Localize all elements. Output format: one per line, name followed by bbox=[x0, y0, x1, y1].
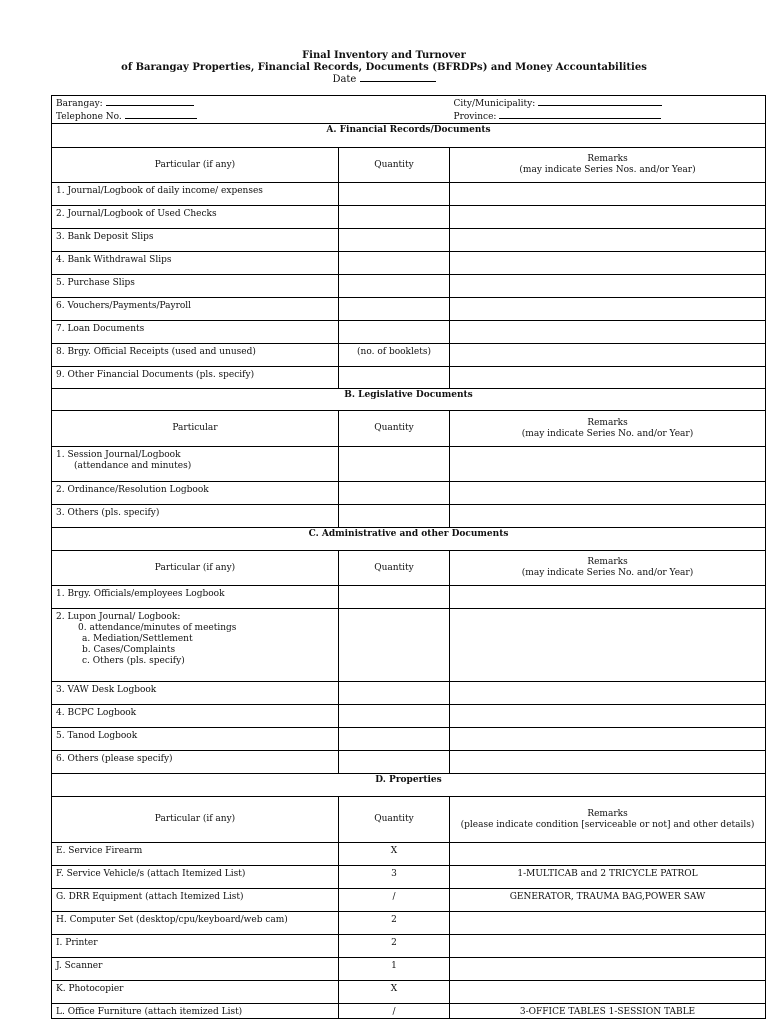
table-row bbox=[52, 866, 766, 889]
table-row bbox=[52, 229, 766, 252]
section-b-col-remarks bbox=[450, 411, 766, 447]
table-row bbox=[52, 275, 766, 298]
section-c-header-row bbox=[52, 551, 766, 586]
remarks-cell[interactable] bbox=[450, 912, 766, 935]
remarks-heading: Remarks bbox=[587, 808, 628, 819]
section-a-header-row bbox=[52, 148, 766, 183]
table-row bbox=[52, 912, 766, 935]
table-row bbox=[52, 447, 766, 482]
remarks-cell[interactable] bbox=[450, 728, 766, 751]
particular-subtext: (attendance and minutes) bbox=[74, 461, 192, 471]
section-d-rows bbox=[52, 843, 766, 1019]
remarks-cell[interactable]: 3-OFFICE TABLES 1-SESSION TABLE bbox=[450, 1004, 766, 1019]
remarks-cell[interactable] bbox=[450, 586, 766, 609]
quantity-cell[interactable] bbox=[339, 751, 450, 774]
quantity-cell[interactable] bbox=[339, 609, 450, 682]
particular-cell: G. DRR Equipment (attach Itemized List) bbox=[52, 889, 339, 912]
section-b-header-row bbox=[52, 411, 766, 447]
section-d-header-row bbox=[52, 797, 766, 843]
section-c-title: C. Administrative and other Documents bbox=[52, 528, 766, 551]
quantity-cell[interactable] bbox=[339, 586, 450, 609]
particular-cell: K. Photocopier bbox=[52, 981, 339, 1004]
particular-cell: 7. Loan Documents bbox=[52, 321, 339, 344]
remarks-cell[interactable] bbox=[450, 252, 766, 275]
remarks-cell[interactable]: GENERATOR, TRAUMA BAG,POWER SAW bbox=[450, 889, 766, 912]
section-a-title-row bbox=[52, 124, 766, 148]
quantity-cell[interactable] bbox=[339, 321, 450, 344]
quantity-cell[interactable] bbox=[339, 183, 450, 206]
section-d-col-particular: Particular (if any) bbox=[52, 797, 339, 843]
quantity-cell[interactable] bbox=[339, 275, 450, 298]
table-row bbox=[52, 981, 766, 1004]
particular-cell bbox=[52, 447, 339, 482]
particular-cell: 2. Journal/Logbook of Used Checks bbox=[52, 206, 339, 229]
section-d-title: D. Properties bbox=[52, 774, 766, 797]
table-row bbox=[52, 367, 766, 389]
quantity-cell[interactable]: 2 bbox=[339, 935, 450, 958]
remarks-cell[interactable] bbox=[450, 505, 766, 528]
remarks-cell[interactable] bbox=[450, 321, 766, 344]
section-b-title-row bbox=[52, 389, 766, 411]
particular-subtext: c. Others (pls. specify) bbox=[82, 656, 185, 666]
particular-cell: 3. Others (pls. specify) bbox=[52, 505, 339, 528]
quantity-cell[interactable]: (no. of booklets) bbox=[339, 344, 450, 367]
quantity-cell[interactable] bbox=[339, 447, 450, 482]
quantity-cell[interactable] bbox=[339, 482, 450, 505]
form-subtitle: of Barangay Properties, Financial Records, Documents (BFRDPs) and Money Accountabilities bbox=[121, 62, 647, 73]
particular-text: 1. Session Journal/Logbook bbox=[56, 450, 181, 460]
particular-cell: 6. Others (please specify) bbox=[52, 751, 339, 774]
remarks-cell[interactable] bbox=[450, 206, 766, 229]
quantity-cell[interactable]: / bbox=[339, 1004, 450, 1019]
telephone-label: Telephone No. bbox=[56, 112, 122, 122]
particular-cell: 3. Bank Deposit Slips bbox=[52, 229, 339, 252]
remarks-cell[interactable] bbox=[450, 751, 766, 774]
province-field[interactable] bbox=[499, 110, 661, 119]
barangay-label: Barangay: bbox=[56, 99, 103, 109]
section-b-col-particular: Particular bbox=[52, 411, 339, 447]
quantity-cell[interactable]: 1 bbox=[339, 958, 450, 981]
table-row bbox=[52, 321, 766, 344]
particular-cell: I. Printer bbox=[52, 935, 339, 958]
quantity-cell[interactable]: / bbox=[339, 889, 450, 912]
quantity-cell[interactable] bbox=[339, 298, 450, 321]
telephone-field[interactable] bbox=[125, 110, 197, 119]
particular-cell: 9. Other Financial Documents (pls. specify) bbox=[52, 367, 339, 389]
remarks-heading: Remarks bbox=[587, 154, 628, 164]
section-a-col-particular: Particular (if any) bbox=[52, 148, 339, 183]
table-row bbox=[52, 935, 766, 958]
remarks-cell[interactable] bbox=[450, 609, 766, 682]
remarks-cell[interactable] bbox=[450, 367, 766, 389]
remarks-cell[interactable] bbox=[450, 958, 766, 981]
remarks-cell[interactable] bbox=[450, 981, 766, 1004]
section-a-title: A. Financial Records/Documents bbox=[52, 124, 766, 148]
section-d-col-quantity: Quantity bbox=[339, 797, 450, 843]
quantity-cell[interactable]: 3 bbox=[339, 866, 450, 889]
remarks-note: (may indicate Series No. and/or Year) bbox=[521, 568, 694, 578]
remarks-cell[interactable] bbox=[450, 682, 766, 705]
quantity-cell[interactable] bbox=[339, 206, 450, 229]
remarks-cell[interactable] bbox=[450, 482, 766, 505]
particular-cell: E. Service Firearm bbox=[52, 843, 339, 866]
particular-cell: 5. Purchase Slips bbox=[52, 275, 339, 298]
table-row bbox=[52, 705, 766, 728]
particular-cell: 3. VAW Desk Logbook bbox=[52, 682, 339, 705]
quantity-cell[interactable] bbox=[339, 505, 450, 528]
remarks-note: (may indicate Series No. and/or Year) bbox=[521, 428, 694, 439]
quantity-cell[interactable] bbox=[339, 367, 450, 389]
section-a-col-remarks bbox=[450, 148, 766, 183]
remarks-cell[interactable] bbox=[450, 705, 766, 728]
remarks-cell[interactable] bbox=[450, 935, 766, 958]
info-row bbox=[52, 96, 766, 124]
remarks-heading: Remarks bbox=[587, 417, 628, 428]
particular-subtext: a. Mediation/Settlement bbox=[82, 634, 193, 644]
section-c-col-particular: Particular (if any) bbox=[52, 551, 339, 586]
quantity-cell[interactable] bbox=[339, 252, 450, 275]
section-d-col-remarks bbox=[450, 797, 766, 843]
date-line bbox=[0, 73, 768, 85]
particular-cell: J. Scanner bbox=[52, 958, 339, 981]
particular-text: 2. Lupon Journal/ Logbook: bbox=[56, 612, 181, 622]
table-row bbox=[52, 609, 766, 682]
table-row bbox=[52, 298, 766, 321]
section-c-col-quantity: Quantity bbox=[339, 551, 450, 586]
table-row bbox=[52, 183, 766, 206]
particular-subtext: b. Cases/Complaints bbox=[82, 645, 176, 655]
particular-cell: 5. Tanod Logbook bbox=[52, 728, 339, 751]
remarks-note: (please indicate condition [serviceable or not] and other details) bbox=[460, 819, 755, 830]
barangay-field[interactable] bbox=[106, 97, 194, 106]
section-a-rows bbox=[52, 183, 766, 389]
table-row bbox=[52, 889, 766, 912]
particular-cell: 6. Vouchers/Payments/Payroll bbox=[52, 298, 339, 321]
remarks-note: (may indicate Series Nos. and/or Year) bbox=[519, 165, 696, 175]
particular-cell: 4. Bank Withdrawal Slips bbox=[52, 252, 339, 275]
table-row bbox=[52, 344, 766, 367]
table-row bbox=[52, 682, 766, 705]
section-b-title: B. Legislative Documents bbox=[52, 389, 766, 411]
table-row bbox=[52, 728, 766, 751]
table-row bbox=[52, 843, 766, 866]
remarks-cell[interactable] bbox=[450, 183, 766, 206]
form-title: Final Inventory and Turnover bbox=[302, 50, 466, 61]
section-d-title-row bbox=[52, 774, 766, 797]
quantity-cell[interactable] bbox=[339, 682, 450, 705]
remarks-cell[interactable] bbox=[450, 447, 766, 482]
quantity-cell[interactable] bbox=[339, 728, 450, 751]
city-label: City/Municipality: bbox=[453, 99, 536, 109]
table-row bbox=[52, 751, 766, 774]
remarks-cell[interactable] bbox=[450, 275, 766, 298]
table-row bbox=[52, 505, 766, 528]
remarks-heading: Remarks bbox=[587, 557, 628, 567]
province-label: Province: bbox=[453, 112, 497, 122]
particular-cell: 1. Brgy. Officials/employees Logbook bbox=[52, 586, 339, 609]
particular-cell: H. Computer Set (desktop/cpu/keyboard/web cam) bbox=[52, 912, 339, 935]
section-a-col-quantity: Quantity bbox=[339, 148, 450, 183]
quantity-cell[interactable] bbox=[339, 705, 450, 728]
date-field[interactable] bbox=[360, 73, 436, 82]
table-row bbox=[52, 958, 766, 981]
quantity-cell[interactable]: X bbox=[339, 981, 450, 1004]
remarks-cell[interactable]: 1-MULTICAB and 2 TRICYCLE PATROL bbox=[450, 866, 766, 889]
table-row bbox=[52, 586, 766, 609]
table-row bbox=[52, 252, 766, 275]
section-c-title-row bbox=[52, 528, 766, 551]
table-row bbox=[52, 482, 766, 505]
remarks-cell[interactable] bbox=[450, 229, 766, 252]
inventory-table bbox=[51, 95, 766, 1019]
particular-cell: 2. Ordinance/Resolution Logbook bbox=[52, 482, 339, 505]
table-row bbox=[52, 1004, 766, 1019]
particular-cell: L. Office Furniture (attach itemized List) bbox=[52, 1004, 339, 1019]
particular-cell: F. Service Vehicle/s (attach Itemized List) bbox=[52, 866, 339, 889]
table-row bbox=[52, 206, 766, 229]
quantity-cell[interactable]: 2 bbox=[339, 912, 450, 935]
section-b-col-quantity: Quantity bbox=[339, 411, 450, 447]
city-field[interactable] bbox=[538, 97, 662, 106]
particular-cell: 8. Brgy. Official Receipts (used and unused) bbox=[52, 344, 339, 367]
particular-cell: 4. BCPC Logbook bbox=[52, 705, 339, 728]
quantity-cell[interactable]: X bbox=[339, 843, 450, 866]
particular-cell: 1. Journal/Logbook of daily income/ expenses bbox=[52, 183, 339, 206]
section-c-col-remarks bbox=[450, 551, 766, 586]
remarks-cell[interactable] bbox=[450, 298, 766, 321]
remarks-cell[interactable] bbox=[450, 344, 766, 367]
remarks-cell[interactable] bbox=[450, 843, 766, 866]
quantity-cell[interactable] bbox=[339, 229, 450, 252]
particular-cell bbox=[52, 609, 339, 682]
particular-subtext: 0. attendance/minutes of meetings bbox=[78, 623, 237, 633]
date-label: Date bbox=[332, 74, 357, 85]
